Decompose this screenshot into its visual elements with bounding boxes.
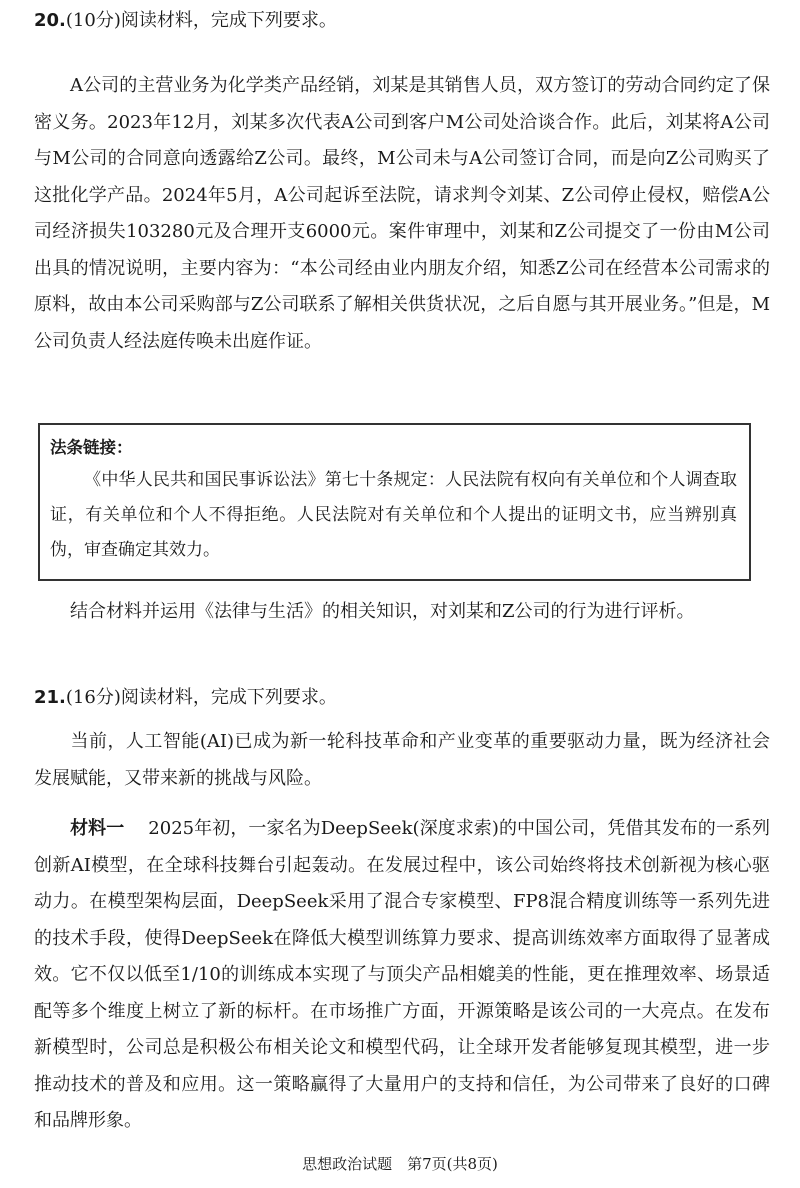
question-21-material-1	[34, 811, 770, 1140]
question-20-material-text: A公司的主营业务为化学类产品经销，刘某是其销售人员，双方签订的劳动合同约定了保密义务。2023年12月，刘某多次代表A公司到客户M公司处洽谈合作。此后，刘某将A公司与M公司的合同意向透露给Z公司。最终，M公司未与A公司签订合同，而是向Z公司购买了这批化学产品。2024年5月，A公司起诉至法院，请求判令刘某、Z公司停止侵权，赔偿A公司经济损失103280元及合理开支6000元。案件审理中，刘某和Z公司提交了一份由M公司出具的情况说明，主要内容为：“本公司经由业内朋友介绍，知悉Z公司在经营本公司需求的原料，故由本公司采购部与Z公司联系了解相关供货状况，之后自愿与其开展业务。”但是，M公司负责人经法庭传唤未出庭作证。	[34, 75, 770, 352]
question-20-prompt-text: 结合材料并运用《法律与生活》的相关知识，对刘某和Z公司的行为进行评析。	[70, 601, 695, 622]
question-21-number: 21.	[34, 687, 66, 708]
law-link-box	[38, 423, 751, 581]
question-20-title	[34, 8, 337, 34]
question-20-material	[34, 68, 770, 360]
question-21-instruction: (16分)阅读材料，完成下列要求。	[65, 687, 337, 708]
question-20-instruction: (10分)阅读材料，完成下列要求。	[65, 10, 337, 31]
page-footer: 思想政治试题 第7页(共8页)	[302, 1155, 498, 1173]
material-1-text: 2025年初，一家名为DeepSeek(深度求索)的中国公司，凭借其发布的一系列创新AI模型，在全球科技舞台引起轰动。在发展过程中，该公司始终将技术创新视为核心驱动力。在模型架构层面，DeepSeek采用了混合专家模型、FP8混合精度训练等一系列先进的技术手段，使得DeepSeek在降低大模型训练算力要求、提高训练效率方面取得了显著成效。它不仅以低至1/10的训练成本实现了与顶尖产品相媲美的性能，更在推理效率、场景适配等多个维度上树立了新的标杆。在市场推广方面，开源策略是该公司的一大亮点。在发布新模型时，公司总是积极公布相关论文和模型代码，让全球开发者能够复现其模型，进一步推动技术的普及和应用。这一策略赢得了大量用户的支持和信任，为公司带来了良好的口碑和品牌形象。	[34, 818, 771, 1131]
law-link-text: 《中华人民共和国民事诉讼法》第七十条规定：人民法院有权向有关单位和个人调查取证，有关单位和个人不得拒绝。人民法院对有关单位和个人提出的证明文书，应当辨别真伪，审查确定其效力。	[50, 470, 737, 560]
law-link-content	[50, 463, 737, 568]
question-21-title	[34, 685, 337, 711]
question-21-intro-text: 当前，人工智能(AI)已成为新一轮科技革命和产业变革的重要驱动力量，既为经济社会发展赋能，又带来新的挑战与风险。	[34, 731, 770, 789]
material-1-label: 材料一	[70, 818, 125, 839]
question-20-number: 20.	[34, 10, 66, 31]
question-21-intro	[34, 724, 770, 797]
question-20-prompt	[34, 594, 770, 631]
law-link-title: 法条链接：	[50, 438, 133, 457]
